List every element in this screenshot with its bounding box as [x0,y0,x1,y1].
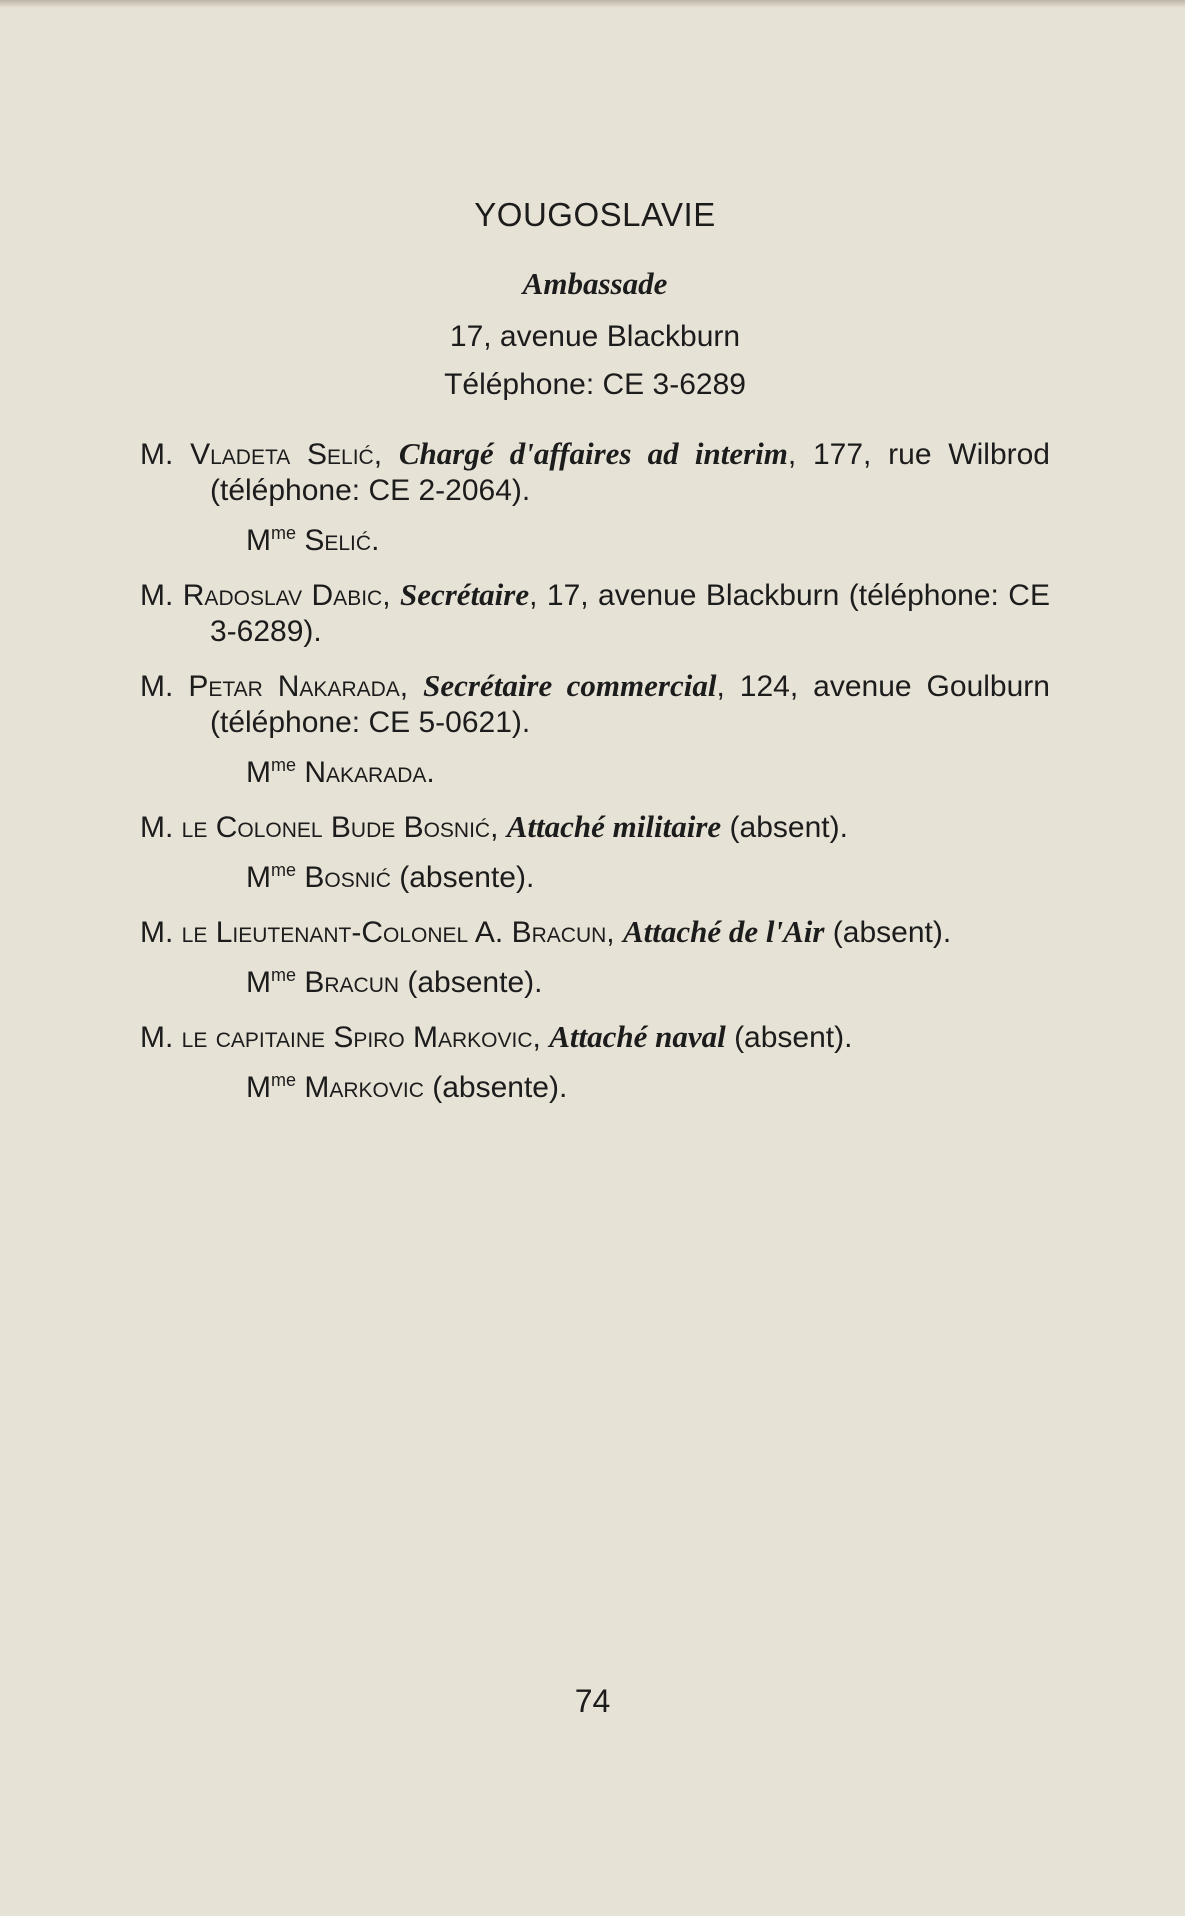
separator: , [606,916,623,949]
staff-details: , 124, avenue Goulburn (téléphone: CE 5-0621). [210,670,1050,739]
spouse-details: . [371,524,380,557]
spouse-honorific: M [246,861,271,894]
separator: , [532,1021,550,1054]
honorific: M. [140,579,183,612]
spouse-line [246,957,1050,1001]
spouse-honorific-sup: me [271,755,297,775]
honorific: M. [140,438,191,471]
staff-title: Attaché naval [549,1019,726,1054]
spouse-name: Nakarada [304,756,427,789]
spouse-line [246,515,1050,559]
separator: , [382,579,400,612]
spouse-name: Selić [304,524,372,557]
staff-entry [140,436,1050,559]
staff-name: le capitaine Spiro Markovic [181,1021,533,1054]
staff-details: , 177, rue Wilbrod (téléphone: CE 2-2064). [210,438,1050,507]
spouse-honorific: M [246,756,271,789]
staff-name: Radoslav Dabic [182,579,383,612]
spouse-details: (absente). [423,1071,568,1104]
spouse-honorific-sup: me [271,1070,297,1090]
spouse-honorific-sup: me [271,860,297,880]
staff-entry [140,577,1050,650]
staff-entry [140,914,1050,1001]
honorific: M. [140,670,189,703]
spouse-details: (absente). [390,861,535,894]
spouse-honorific-sup: me [271,523,297,543]
honorific: M. [140,811,182,844]
staff-name: le Colonel Bude Bosnić [181,811,491,844]
staff-title: Attaché de l'Air [622,914,825,949]
staff-details: (absent). [725,1021,853,1054]
spouse-honorific: M [246,524,271,557]
staff-details: (absent). [824,916,952,949]
spouse-honorific-sup: me [271,965,297,985]
staff-title: Attaché militaire [506,809,722,844]
staff-title: Secrétaire [399,577,530,612]
staff-details: (absent). [721,811,848,844]
spouse-line [246,852,1050,896]
staff-title: Secrétaire commercial [423,668,717,703]
spouse-name: Bosnić [304,861,391,894]
spouse-line [246,747,1050,791]
embassy-telephone: Téléphone: CE 3-6289 [444,368,746,401]
page-number: 74 [574,1683,611,1719]
spouse-name: Markovic [304,1071,424,1104]
staff-entry [140,668,1050,791]
country-heading: YOUGOSLAVIE [474,196,716,233]
document-body [140,196,1050,1124]
separator: , [399,670,424,703]
staff-name: Vladeta Selić [190,438,374,471]
staff-title: Chargé d'affaires ad interim [398,436,788,471]
staff-entry [140,1019,1050,1106]
staff-name: Petar Nakarada [188,670,400,703]
spouse-line [246,1062,1050,1106]
embassy-address: 17, avenue Blackburn [449,320,741,353]
separator: , [490,811,507,844]
spouse-honorific: M [246,1071,271,1104]
spouse-details: (absente). [399,966,543,999]
staff-entry [140,809,1050,896]
separator: , [373,438,399,471]
honorific: M. [140,1021,182,1054]
staff-name: le Lieutenant-Colonel A. Bracun [181,916,607,949]
mission-type: Ambassade [522,266,668,301]
spouse-name: Bracun [304,966,400,999]
page-top-edge [0,0,1185,8]
spouse-honorific: M [246,966,271,999]
honorific: M. [140,916,182,949]
staff-details: , 17, avenue Blackburn (téléphone: CE 3-6289). [210,579,1050,648]
spouse-details: . [426,756,435,789]
